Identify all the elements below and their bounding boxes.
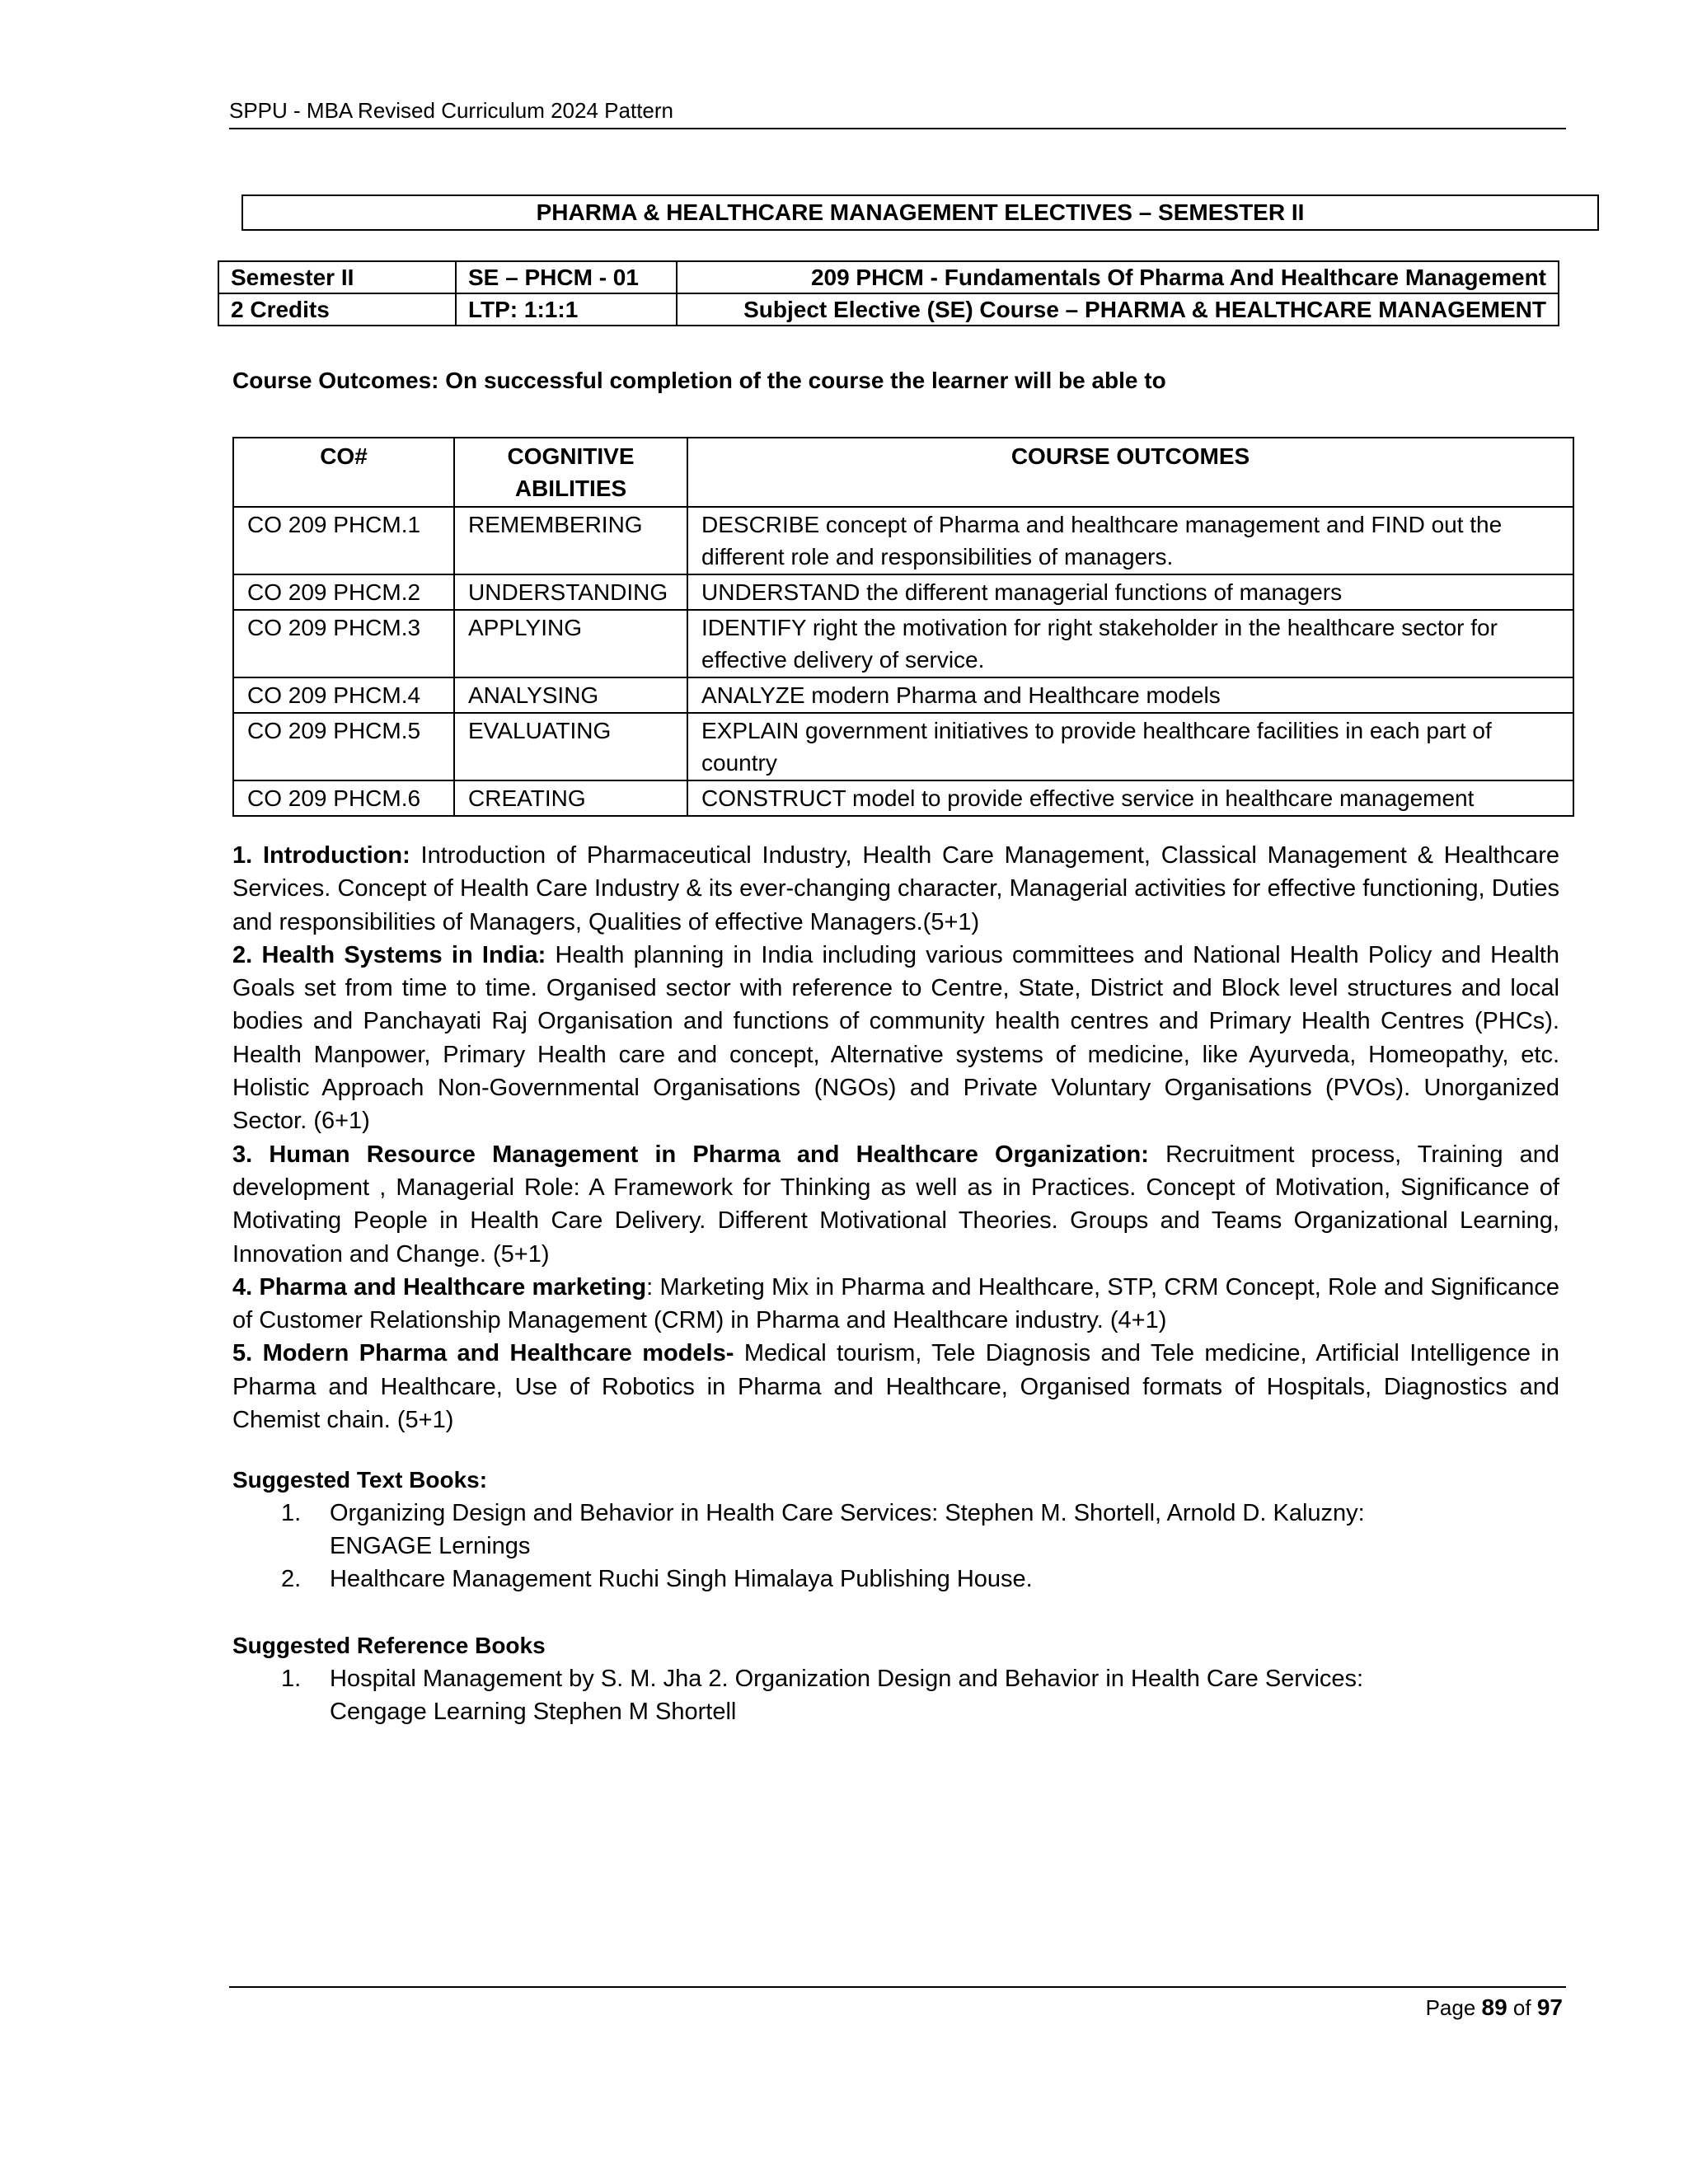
list-item <box>232 1563 1485 1596</box>
text-books-heading: Suggested Text Books: <box>232 1467 488 1493</box>
course-outcome: DESCRIBE concept of Pharma and healthcare management and FIND out the different role and responsibilities of managers. <box>687 507 1573 574</box>
unit-title: 1. Introduction: <box>232 842 410 869</box>
cognitive-ability: EVALUATING <box>454 713 687 780</box>
co-id: CO 209 PHCM.1 <box>233 507 454 574</box>
cognitive-ability: ANALYSING <box>454 677 687 713</box>
table-row <box>233 507 1573 574</box>
reference-books-heading: Suggested Reference Books <box>232 1633 546 1658</box>
course-outcomes-heading: Course Outcomes: On successful completion of the course the learner will be able to <box>232 368 1166 393</box>
column-header-outcomes: COURSE OUTCOMES <box>687 438 1573 507</box>
table-row <box>233 574 1573 610</box>
unit-paragraph <box>232 1138 1559 1271</box>
course-type-cell: Subject Elective (SE) Course – PHARMA & HEALTHCARE MANAGEMENT <box>677 293 1559 326</box>
unit-text: Health planning in India including various committees and National Health Policy and Health Goals set from time to time. Organised sector with reference to Centre, State, District and Block level structures and local bodies and Panchayati Raj Organisation and functions of community health centres and Primary Health Centres (PHCs). Health Manpower, Primary Health care and concept, Alternative systems of medicine, like Ayurveda, Homeopathy, etc. Holistic Approach Non-Governmental Organisations (NGOs) and Private Voluntary Organisations (PVOs). Unorganized Sector. (6+1) <box>232 941 1559 1135</box>
unit-paragraph <box>232 1271 1559 1338</box>
unit-text: Medical tourism, Tele Diagnosis and Tele medicine, Artificial Intelligence in Pharma and Healthcare, Use of Robotics in Pharma and Healthcare, Organised formats of Hospitals, Diagnostics and Chemist chain. (5+1) <box>232 1340 1559 1434</box>
reference-books-list <box>232 1662 1485 1728</box>
unit-text: Recruitment process, Training and development , Managerial Role: A Framework for Thinking as well as in Practices. Concept of Motivation, Significance of Motivating People in Health Care Delivery. Different Motivational Theories. Groups and Teams Organizational Learning, Innovation and Change. (5+1) <box>232 1141 1559 1268</box>
elective-banner-title: PHARMA & HEALTHCARE MANAGEMENT ELECTIVES – SEMESTER II <box>241 194 1599 231</box>
cognitive-ability: UNDERSTANDING <box>454 574 687 610</box>
table-row <box>233 677 1573 713</box>
list-number: 2. <box>281 1566 302 1592</box>
semester-cell: Semester II <box>218 261 456 293</box>
list-number: 1. <box>281 1666 302 1692</box>
course-outcome: UNDERSTAND the different managerial functions of managers <box>687 574 1573 610</box>
co-id: CO 209 PHCM.6 <box>233 780 454 816</box>
course-outcome: IDENTIFY right the motivation for right stakeholder in the healthcare sector for effective delivery of service. <box>687 610 1573 677</box>
course-code-cell: SE – PHCM - 01 <box>456 261 677 293</box>
ltp-cell: LTP: 1:1:1 <box>456 293 677 326</box>
table-row <box>233 610 1573 677</box>
co-id: CO 209 PHCM.3 <box>233 610 454 677</box>
list-number: 1. <box>281 1500 302 1526</box>
book-line: ENGAGE Lernings <box>330 1533 531 1559</box>
unit-title: 5. Modern Pharma and Healthcare models- <box>232 1340 734 1367</box>
co-id: CO 209 PHCM.4 <box>233 677 454 713</box>
co-id: CO 209 PHCM.5 <box>233 713 454 780</box>
credits-cell: 2 Credits <box>218 293 456 326</box>
column-header-cognitive: COGNITIVE ABILITIES <box>454 438 687 507</box>
book-line: Hospital Management by S. M. Jha 2. Organization Design and Behavior in Health Care Services: <box>330 1666 1364 1692</box>
header-divider <box>229 128 1566 129</box>
course-info-row <box>218 293 1559 326</box>
syllabus-units <box>232 839 1559 1436</box>
column-header-co: CO# <box>233 438 454 507</box>
book-line: Healthcare Management Ruchi Singh Himalaya Publishing House. <box>330 1566 1033 1592</box>
cognitive-ability: REMEMBERING <box>454 507 687 574</box>
unit-text: Introduction of Pharmaceutical Industry, Health Care Management, Classical Management & Healthcare Services. Concept of Health Care Industry & its ever-changing character, Managerial activities for effective functioning, Duties and responsibilities of Managers, Qualities of effective Managers.(5+1) <box>232 842 1559 935</box>
of-label: of <box>1512 1995 1531 2020</box>
book-line: Organizing Design and Behavior in Health Care Services: Stephen M. Shortell, Arnold D. Kaluzny: <box>330 1500 1365 1526</box>
course-outcome: ANALYZE modern Pharma and Healthcare models <box>687 677 1573 713</box>
unit-paragraph <box>232 839 1559 939</box>
table-row <box>233 713 1573 780</box>
footer-divider <box>229 1986 1566 1988</box>
co-id: CO 209 PHCM.2 <box>233 574 454 610</box>
book-line: Cengage Learning Stephen M Shortell <box>330 1699 737 1725</box>
course-info-row <box>218 261 1559 293</box>
list-item <box>232 1662 1485 1728</box>
cognitive-ability: APPLYING <box>454 610 687 677</box>
course-info-table <box>218 260 1559 326</box>
unit-paragraph <box>232 939 1559 1138</box>
course-title-cell: 209 PHCM - Fundamentals Of Pharma And Healthcare Management <box>677 261 1559 293</box>
page-header: SPPU - MBA Revised Curriculum 2024 Pattern <box>229 98 673 123</box>
unit-title: 3. Human Resource Management in Pharma and Healthcare Organization: <box>232 1141 1149 1168</box>
unit-title: 4. Pharma and Healthcare marketing <box>232 1273 647 1301</box>
unit-paragraph <box>232 1337 1559 1436</box>
course-outcome: EXPLAIN government initiatives to provide healthcare facilities in each part of country <box>687 713 1573 780</box>
current-page: 89 <box>1481 1994 1507 2020</box>
course-outcome: CONSTRUCT model to provide effective service in healthcare management <box>687 780 1573 816</box>
table-header-row <box>233 438 1573 507</box>
course-outcomes-table <box>232 437 1574 817</box>
unit-text: : Marketing Mix in Pharma and Healthcare, STP, CRM Concept, Role and Significance of Customer Relationship Management (CRM) in Pharma and Healthcare industry. (4+1) <box>232 1273 1559 1334</box>
page-label: Page <box>1425 1995 1476 2020</box>
text-books-list <box>232 1497 1485 1596</box>
total-pages: 97 <box>1536 1994 1563 2020</box>
unit-title: 2. Health Systems in India: <box>232 941 546 968</box>
table-row <box>233 780 1573 816</box>
list-item <box>232 1497 1485 1563</box>
cognitive-ability: CREATING <box>454 780 687 816</box>
page-number <box>1426 1991 1563 2024</box>
